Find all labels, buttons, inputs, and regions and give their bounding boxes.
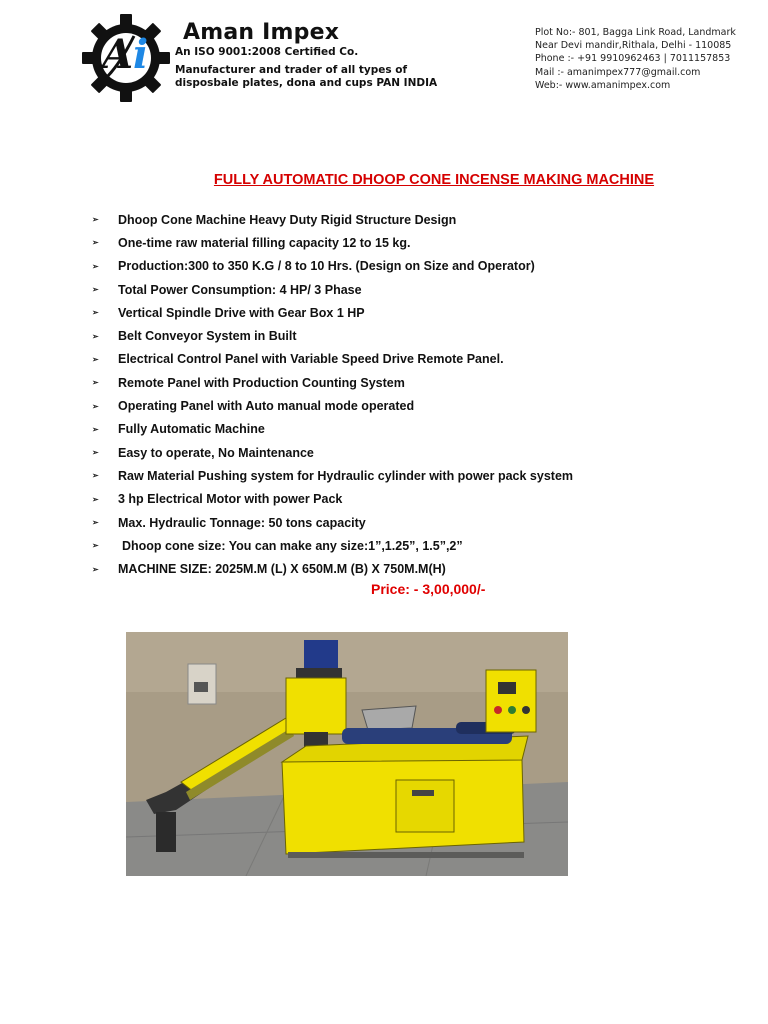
list-item — [92, 301, 573, 324]
list-item — [92, 324, 573, 347]
certification-text: An ISO 9001:2008 Certified Co. — [175, 46, 359, 58]
feature-text: Operating Panel with Auto manual mode operated — [118, 399, 415, 414]
arrow-bullet-icon: ➢ — [92, 471, 99, 481]
feature-text: Dhoop cone size: You can make any size:1”,1.25”, 1.5”,2” — [122, 538, 463, 553]
contact-address-line1: Plot No:- 801, Bagga Link Road, Landmark — [535, 27, 736, 38]
feature-text: Total Power Consumption: 4 HP/ 3 Phase — [118, 282, 362, 297]
list-item — [92, 488, 573, 511]
feature-text: Easy to operate, No Maintenance — [118, 445, 314, 460]
feature-text: Fully Automatic Machine — [118, 422, 265, 437]
feature-text: Electrical Control Panel with Variable Speed Drive Remote Panel. — [118, 352, 504, 367]
list-item — [92, 534, 573, 557]
feature-text: MACHINE SIZE: 2025M.M (L) X 650M.M (B) X 750M.M(H) — [118, 562, 446, 577]
arrow-bullet-icon: ➢ — [92, 424, 99, 434]
arrow-bullet-icon: ➢ — [92, 331, 99, 341]
company-logo — [80, 12, 172, 104]
list-item — [92, 255, 573, 278]
arrow-bullet-icon: ➢ — [92, 541, 99, 551]
feature-list — [92, 208, 573, 581]
price-label: Price: - 3,00,000/- — [371, 581, 486, 597]
arrow-bullet-icon: ➢ — [92, 285, 99, 295]
feature-text: Raw Material Pushing system for Hydraulic cylinder with power pack system — [118, 468, 574, 483]
list-item — [92, 464, 573, 487]
feature-text: Remote Panel with Production Counting System — [118, 375, 405, 390]
feature-text: One-time raw material filling capacity 12 to 15 kg. — [118, 235, 411, 250]
company-name: Aman Impex — [183, 20, 340, 45]
list-item — [92, 278, 573, 301]
arrow-bullet-icon: ➢ — [92, 448, 99, 458]
arrow-bullet-icon: ➢ — [92, 308, 99, 318]
list-item — [92, 441, 573, 464]
list-item — [92, 231, 573, 254]
arrow-bullet-icon: ➢ — [92, 401, 99, 411]
description-line: disposbale plates, dona and cups PAN INDIA — [175, 77, 438, 89]
list-item — [92, 208, 573, 231]
contact-block — [535, 26, 736, 92]
contact-website[interactable]: Web:- www.amanimpex.com — [535, 79, 671, 91]
company-description — [175, 64, 455, 90]
arrow-bullet-icon: ➢ — [92, 238, 99, 248]
feature-text: Vertical Spindle Drive with Gear Box 1 HP — [118, 305, 365, 320]
feature-text: Belt Conveyor System in Built — [118, 329, 297, 344]
list-item — [92, 371, 573, 394]
arrow-bullet-icon: ➢ — [92, 261, 99, 271]
feature-text: 3 hp Electrical Motor with power Pack — [118, 492, 343, 507]
contact-email[interactable]: Mail :- amanimpex777@gmail.com — [535, 66, 701, 78]
arrow-bullet-icon: ➢ — [92, 215, 99, 225]
document-title: FULLY AUTOMATIC DHOOP CONE INCENSE MAKING MACHINE — [213, 172, 655, 188]
feature-text: Dhoop Cone Machine Heavy Duty Rigid Structure Design — [118, 212, 457, 227]
feature-text: Production:300 to 350 K.G / 8 to 10 Hrs. (Design on Size and Operator) — [118, 259, 535, 274]
list-item — [92, 511, 573, 534]
list-item — [92, 557, 573, 580]
logo-monogram: Ai — [102, 31, 149, 78]
machine-illustration — [126, 632, 568, 876]
description-line: Manufacturer and trader of all types of — [175, 64, 408, 76]
arrow-bullet-icon: ➢ — [92, 518, 99, 527]
arrow-bullet-icon: ➢ — [92, 494, 99, 504]
feature-text: Max. Hydraulic Tonnage: 50 tons capacity — [118, 515, 366, 530]
contact-address-line2: Near Devi mandir,Rithala, Delhi - 110085 — [535, 40, 732, 52]
arrow-bullet-icon: ➢ — [92, 564, 99, 574]
arrow-bullet-icon: ➢ — [92, 378, 99, 388]
list-item — [92, 418, 573, 441]
list-item — [92, 394, 573, 417]
arrow-bullet-icon: ➢ — [92, 354, 99, 364]
machine-photo — [126, 632, 568, 876]
list-item — [92, 348, 573, 371]
contact-phone: Phone :- +91 9910962463 | 7011157853 — [535, 53, 731, 65]
